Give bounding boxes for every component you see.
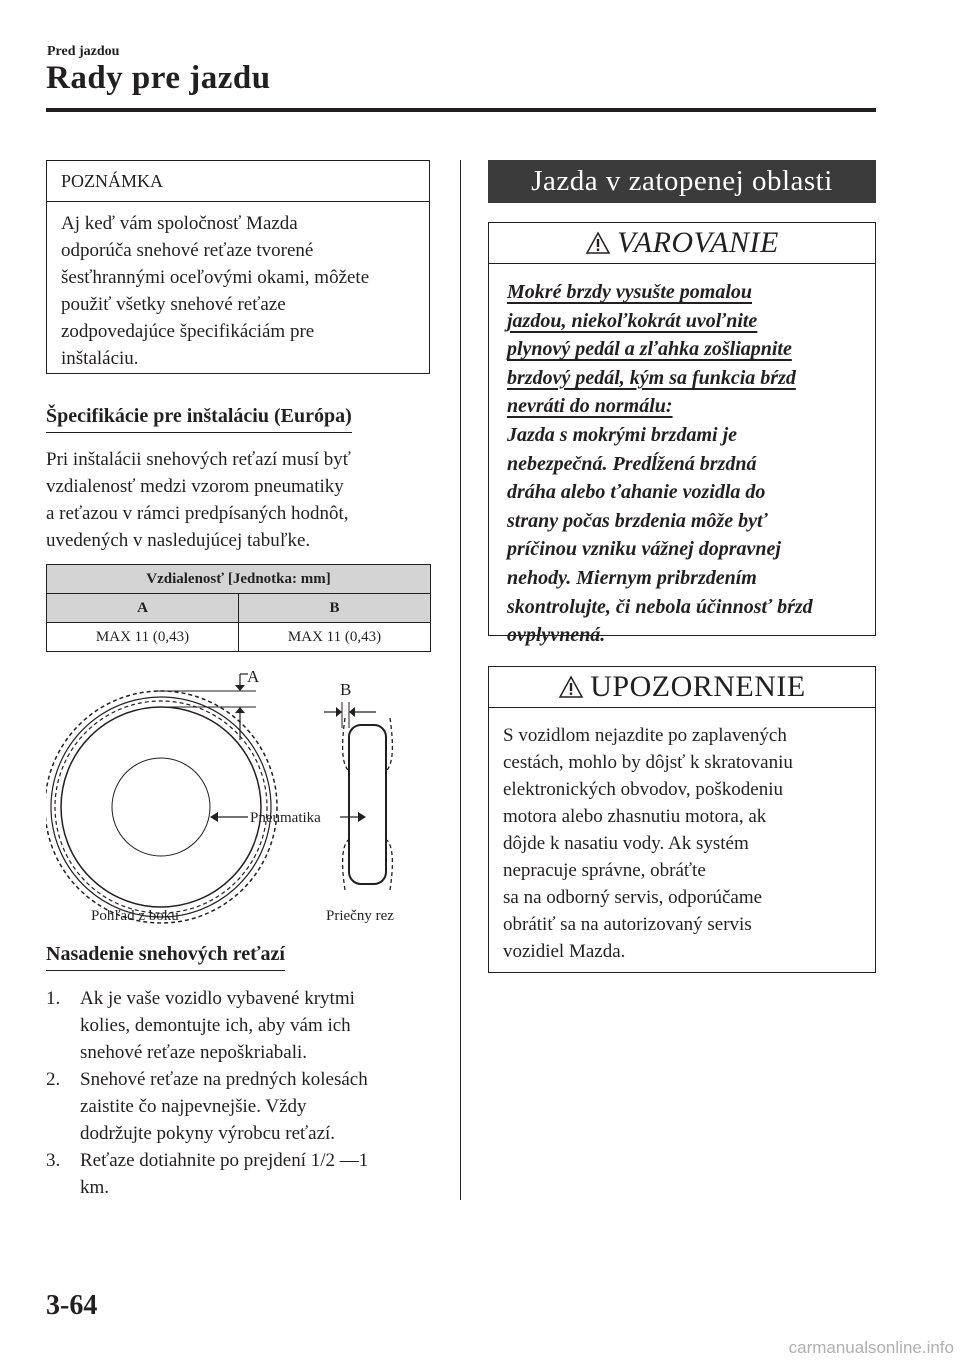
label-tire: Pneumatika [250,810,321,826]
table-column-header: A [47,594,239,623]
caution-line: S vozidlom nejazdite po zaplavených [503,725,787,746]
dimension-b [324,707,376,717]
list-item [46,985,446,1066]
warning-line: nehody. Miernym pribrzdením [507,566,757,589]
note-box [46,160,430,374]
spec-line: uvedených v nasledujúcej tabuľke. [46,530,311,551]
warning-line-underlined: plynový pedál a zľahka zošliapnite [507,338,792,361]
warning-line: Jazda s mokrými brzdami je [507,423,738,446]
note-line: použiť všetky snehové reťaze [61,294,286,315]
label-b: B [340,680,352,699]
list-item [46,1066,446,1147]
list-number: 3. [46,1150,61,1171]
caution-line: vozidiel Mazda. [503,941,626,962]
caption-cross-section: Priečny rez [326,908,394,924]
caution-line: cestách, mohlo by dôjsť k skratovaniu [503,752,793,773]
note-line: inštaláciu. [61,348,139,369]
warning-box [488,222,876,647]
spec-section [46,405,352,428]
table-title: Vzdialenosť [Jednotka: mm] [47,565,431,594]
tire-side-view [46,691,277,923]
caution-line: motora alebo zhasnutiu motora, ak [503,806,767,827]
list-line: Snehové reťaze na predných kolesách [80,1069,368,1090]
table-column-header: B [239,594,431,623]
table-cell: MAX 11 (0,43) [239,623,431,652]
mounting-section [46,943,285,966]
list-line: kolies, demontujte ich, aby vám ich [80,1015,351,1036]
note-line: odporúča snehové reťaze tvorené [61,240,314,261]
dimension-a [156,674,256,740]
list-line: dodržujte pokyny výrobcu reťazí. [80,1123,336,1144]
list-line: snehové reťaze nepoškriabali. [80,1042,308,1063]
label-a: A [247,667,260,686]
list-number: 2. [46,1069,61,1090]
spec-line: Pri inštalácii snehových reťazí musí byť [46,449,351,470]
caution-header [489,667,875,708]
spec-line: a reťazou v rámci predpísaných hodnôt, [46,503,349,524]
list-number: 1. [46,988,61,1009]
warning-line-underlined: Mokré brzdy vysušte pomalou [507,281,752,303]
spec-line: vzdialenosť medzi vzorom pneumatiky [46,476,344,497]
note-line: Aj keď vám spoločnosť Mazda [61,213,298,234]
caution-line: dôjde k nasatiu vody. Ak systém [503,833,749,854]
note-heading: POZNÁMKA [47,161,429,202]
flooded-area-banner: Jazda v zatopenej oblasti [488,160,876,203]
warning-line: skontrolujte, či nebola účinnosť bŕzd [507,595,813,618]
warning-triangle-icon [585,231,611,255]
warning-line: príčinou vzniku vážnej dopravnej [507,538,781,561]
list-line: km. [80,1177,110,1198]
table-cell: MAX 11 (0,43) [47,623,239,652]
warning-line-underlined: nevráti do normálu: [507,395,673,418]
warning-line: dráha alebo ťahanie vozidla do [507,481,766,504]
warning-line: strany počas brzdenia môže byť [507,509,768,532]
section-label: Pred jazdou [47,44,120,59]
tire-chain-diagram [46,660,431,930]
mounting-list [46,985,446,1201]
warning-heading: VAROVANIE [617,226,779,259]
caution-box [488,666,876,973]
spec-table-wrap [46,564,431,652]
caution-body [489,708,875,965]
note-line: šesťhrannými oceľovými okami, môžete [61,267,370,288]
caution-line: elektronických obvodov, poškodeniu [503,779,784,800]
mounting-heading: Nasadenie snehových reťazí [46,943,285,971]
list-line: zaistite čo najpevnejšie. Vždy [80,1096,307,1117]
warning-line: nebezpečná. Predĺžená brzdná [507,452,757,475]
page-number: 3-64 [46,1290,98,1321]
note-line: zodpovedajúce špecifikáciám pre [61,321,315,342]
watermark: carmanualsonline.info [788,1338,954,1357]
warning-line-underlined: brzdový pedál, kým sa funkcia bŕzd [507,366,796,389]
note-body [47,202,429,372]
caption-side-view: Pohľad z boku [91,908,179,924]
list-line: Ak je vaše vozidlo vybavené krytmi [80,988,355,1009]
column-divider [460,160,461,1200]
spec-paragraph [46,446,446,554]
warning-body [489,264,875,650]
warning-line-underlined: jazdou, niekoľkokrát uvoľnite [507,309,758,332]
tire-cross-section [342,702,392,890]
caution-line: sa na odborný servis, odporúčame [503,887,763,908]
list-line: Reťaze dotiahnite po prejdení 1/2 ―1 [80,1150,369,1171]
warning-line: ovplyvnená. [507,624,606,647]
warning-header [489,223,875,264]
caution-triangle-icon [558,675,584,699]
list-item [46,1147,446,1201]
spec-heading: Špecifikácie pre inštaláciu (Európa) [46,405,352,433]
caution-line: nepracuje správne, obráťte [503,860,706,881]
title-rule [46,108,876,112]
caution-heading: UPOZORNENIE [590,670,806,703]
page-title: Rady pre jazdu [46,60,271,96]
spec-table [46,564,431,652]
caution-line: obrátiť sa na autorizovaný servis [503,914,752,935]
